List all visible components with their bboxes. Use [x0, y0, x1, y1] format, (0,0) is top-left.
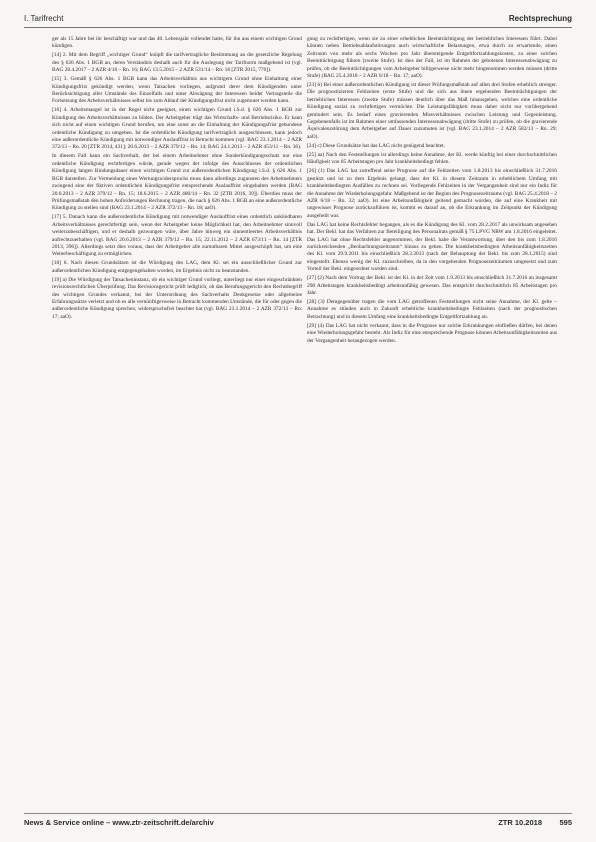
- footer-journal-issue: ZTR 10.2018: [498, 818, 542, 827]
- paragraph: [23] b) Bei einer außerordentlichen Kündigung ist dieser Prüfungsmaßstab auf allen drei Stufen erheblich strenger. Die prognostizierten Fehlzeiten (erste Stufe) und die sich aus ihnen ergebenden Beeinträchtigungen der betrieblichen Interessen (zweite Stufe) müssen deutlich über das Maß hinausgehen, welches eine ordentliche Kündigung sozial zu rechtfertigen vermöchte. Die Leistungsfähigkeit muss daher nicht nur vorübergehend gemindert sein. Es bedarf eines gravierenden Missverhältnisses zwischen Leistung und Gegenleistung. Gegebenenfalls ist im Rahmen einer umfassenden Interessenabwägung (dritte Stufe) zu prüfen, ob die gravierende Äquivalenzstörung dem Arbeitgeber auf Dauer zuzumuten ist (vgl. BAG 23.1.2014 – 2 AZR 582/13 – Rn. 29; aaO).: [307, 82, 557, 140]
- footer-website[interactable]: News & Service online – www.ztr-zeitschrift.de/archiv: [24, 818, 214, 827]
- header-category: Rechtsprechung: [508, 14, 572, 23]
- running-header: [0, 12, 596, 28]
- paragraph: [19] a) Die Würdigung der Tatsacheninstanz, ob ein wichtiger Grund vorliegt, unterliegt nur einer eingeschränkten revisionsrechtlichen Überprüfung. Das Revisionsgericht prüft lediglich, ob das Berufungsgericht den Rechtsbegriff des wichtigen Grundes verkannt, bei der Unterordnung des Sachverhalts Denkgesetze oder allgemeine Erfahrungssätze verletzt und ob es alle vernünftigerweise in Betracht kommenden Umstände, die für oder gegen die außerordentliche Kündigung sprechen, widerspruchsfrei beachtet hat (vgl. BAG 23.1.2014 – 2 AZR 372/13 – Rn. 17; aaO).: [52, 276, 302, 320]
- paragraph: Das LAG hat keine Rechtsfehler begangen, als es die Kündigung des Kl. vom 28.2.2017 als unwirksam angesehen hat. Der Bekl. hat das Verfahren zur Beteiligung des Personalrats gemäß § 75 LPVG NRW am 1.8.2016 eingeleitet. Das LAG hat ohne Rechtsfehler angenommen, der Bekl. habe die Verantwortung, über den bis zum 1.8.2016 zurückreichenden „Beobachtungszeitraum“ hinaus zu gehen. Die krankheitsbedingten Arbeitsunfähigkeitszeiten des Kl. vom 29.9.2011 bis einschließlich 28.3.2013 (nach der Behauptung der Bekl. bis zum 28.1.2015) sind eingestellt. Ebenso wenig der Kl. zuzuschreiben, da in den vorgehenden Prognosezeiträumen umgesetzt und zum Vorteil der Bekl. eingeordnet worden sind.: [307, 221, 557, 273]
- paragraph: [18] 6. Nach diesen Grundsätzen ist die Würdigung des LAG, dem Kl. sei ein ausschließlicher Grund zur außerordentlichen Kündigung entgegengehalten worden, im Ergebnis nicht zu beanstanden.: [52, 260, 302, 274]
- page-number: 595: [559, 818, 572, 827]
- paragraph: In diesem Fall kann ein Sachverhalt, der bei einem Arbeitnehmer ohne Sonderkündigungsschutz nur eine ordentliche Kündigung rechtfertigen würde, gerade wegen der infolge des Ausschlusses der ordentlichen Kündigung langen Bindungsdauer einen wichtigen Grund zur außerordentlichen Kündigung i.S.d. § 626 Abs. 1 BGB darstellen. Zur Vermeidung eines Wertungswiderspruchs muss dann allerdings zugunsten des Arbeitnehmers zwingend eine der fiktiven ordentlichen Kündigungsfrist entsprechende Auslauffrist eingehalten werden (BAG 20.6.2013 – 2 AZR 379/12 – Rn. 15; 18.6.2015 – 2 AZR 480/14 – Rn. 32 [ZTR 2016, 39]). Überdies muss der Prüfungsmaßstab den hohen Anforderungen Rechnung tragen, die nach § 626 Abs. 1 BGB an eine außerordentliche Kündigung zu stellen sind (BAG 23.1.2014 – 2 AZR 372/13 – Rn. 18; aaO).: [52, 153, 302, 212]
- right-column: [307, 36, 557, 814]
- paragraph: [24] c) Diese Grundsätze hat das LAG nicht genügend beachtet.: [307, 142, 446, 149]
- header-rule: [24, 27, 572, 28]
- paragraph: [16] 4. Arbeitsmangel ist in der Regel nicht geeignet, einen wichtigen Grund i.S.d. § 626 Abs. 1 BGB zur Kündigung des Arbeitsverhältnisses zu bilden. Der Arbeitgeber trägt das Wirtschafts- und Betriebsrisiko. Er kann sich nicht auf einen wichtigen Grund berufen, um eine sonst an die Einhaltung der Kündigungsfrist gebundene ordentliche Kündigung zu umgehen. Ist die ordentliche Kündigung tarifvertraglich ausgeschlossen, kann jedoch eine außerordentliche Kündigung mit notwendiger Auslauffrist in Betracht kommen (vgl. BAG 23.1.2014 – 2 AZR 372/13 – Rn. 20 [ZTR 2014, 431]; 20.6.2013 – 2 AZR 379/12 – Rn. 14; BAG 24.1.2013 – 2 AZR 453/11 – Rn. 36).: [52, 107, 302, 151]
- paragraph: [14] 2. Mit dem Begriff „wichtiger Grund“ knüpft die tarifvertragliche Bestimmung an die gesetzliche Regelung des § 626 Abs. 1 BGB an, deren Verständnis deshalb auch für die Auslegung der Tarifnorm maßgebend ist (vgl. BAG 28.4.2017 – 2 AZR 4/16 – Rn. 16; BAG 13.5.2015 – 2 AZR 531/14 – Rn. 18 [ZTR 2015, 770]).: [52, 52, 302, 74]
- paragraph: [29] (4) Das LAG hat nicht verkannt, dass in die Prognose nur solche Erkrankungen einfließen dürfen, bei denen eine Wiederholungsgefahr besteht. Als Indiz für eine entsprechende Prognose können Arbeitsunfähigkeitszeiten aus der Vergangenheit herangezogen werden.: [307, 322, 557, 344]
- footer-rule: [24, 813, 572, 814]
- paragraph: gung zu rechtfertigen, wenn sie zu einer erheblichen Beeinträchtigung der betrieblichen Interessen führt. Dabei können neben Betriebsablaufstörungen auch wirtschaftliche Belastungen, etwa durch zu erwartende, einen Zeitraum von mehr als sechs Wochen pro Jahr übersteigende Entgeltfortzahlungskosten, zu einer solchen Beeinträchtigung führen (zweite Stufe). Ist dies der Fall, ist im Rahmen der gebotenen Interessenabwägung zu prüfen, ob die Beeinträchtigungen vom Arbeitgeber billigerweise nicht mehr hingenommen werden müssen (dritte Stufe) (BAG 25.4.2018 – 2 AZR 6/18 – Rn. 17; aaO).: [307, 36, 557, 80]
- left-column: [52, 36, 302, 814]
- paragraph: ger als 15 Jahre bei ihr beschäftigt war und das 40. Lebensjahr vollendet hatte, für ihn aus einem wichtigen Grund kündigen.: [52, 36, 302, 50]
- paragraph: [17] 5. Danach kann die außerordentliche Kündigung mit notwendiger Auslauffrist eines ordentlich unkündbaren Arbeitsverhältnisses gerechtfertigt sein, wenn der Arbeitgeber keine Möglichkeit hat, den Arbeitnehmer sinnvoll weiterzubeschäftigen, und er deshalb gezwungen wäre, über Jahre hinweg ein sinnentleertes Arbeitsverhältnis aufrechtzuerhalten (vgl. BAG 20.6.2013 – 2 AZR 379/12 – Rn. 15; 22.11.2012 – 2 AZR 673/11 – Rn. 14 [ZTR 2013, 396]). Allerdings setzt dies voraus, dass der Arbeitgeber alle zumutbaren Mittel ausgeschöpft hat, um eine Weiterbeschäftigung zu ermöglichen.: [52, 214, 302, 258]
- paragraph: [25] aa) Nach den Feststellungen ist allerdings keine Annahme, der Kl. werde künftig bei einer durchschnittlichen Häufigkeit von 85 Arbeitstagen pro Jahr krankheitsbedingt fehlen.: [307, 151, 557, 166]
- header-section: I. Tarifrecht: [24, 14, 64, 23]
- paragraph: [26] (1) Das LAG hat zutreffend seine Prognose auf die Fehlzeiten vom 1.8.2013 bis einschließlich 31.7.2016 gestützt und ist zu dem Ergebnis gelangt, dass der Kl. in diesem Zeitraum in erheblichem Umfang mit krankheitsbedingten Ausfällen zu rechnen sei. Vorliegende Fehlzeiten in der Vergangenheit sind nur ein Indiz für die Annahme der Wiederholungsgefahr. Maßgebend ist der Beginn des Prognosezeitraums (vgl. BAG 25.4.2018 – 2 AZR 6/18 – Rn. 32; aaO). Ist eine Arbeitsunfähigkeit geltend gemacht worden, die auf eine Krankheit mit ungewisser Prognose zurückzuführen ist, kommt es darauf an, ob die Erkrankung im Zeitpunkt der Kündigung ausgeheilt war.: [307, 168, 557, 219]
- running-footer: [24, 816, 572, 830]
- paragraph: [15] 3. Gemäß § 626 Abs. 1 BGB kann das Arbeitsverhältnis aus wichtigem Grund ohne Einhaltung einer Kündigungsfrist gekündigt werden, wenn Tatsachen vorliegen, aufgrund derer dem Kündigenden unter Berücksichtigung aller Umstände des Einzelfalls und unter Abwägung der Interessen beider Vertragsteile die Fortsetzung des Arbeitsverhältnisses selbst bis zum Ablauf der Kündigungsfrist nicht zugemutet werden kann.: [52, 76, 302, 105]
- paragraph: [27] (2) Nach dem Vortrag der Bekl. ist der Kl. in der Zeit vom 1.9.2013 bis einschließlich 31.7.2016 an insgesamt 298 Arbeitstagen krankheitsbedingt arbeitsunfähig gewesen. Das entspricht durchschnittlich 85 Arbeitstagen pro Jahr.: [307, 275, 557, 296]
- paragraph: [28] (3) Demgegenüber tragen die vom LAG getroffenen Feststellungen nicht seine Annahme, der Kl. gelte – Annahme es stünden auch in Zukunft erhebliche krankheitsbedingte Fehlzeiten (nach der prognostischen Betrachtung) und in diesem Umfang eine krankheitsbedingte Entgeltfortzahlung an.: [307, 298, 557, 320]
